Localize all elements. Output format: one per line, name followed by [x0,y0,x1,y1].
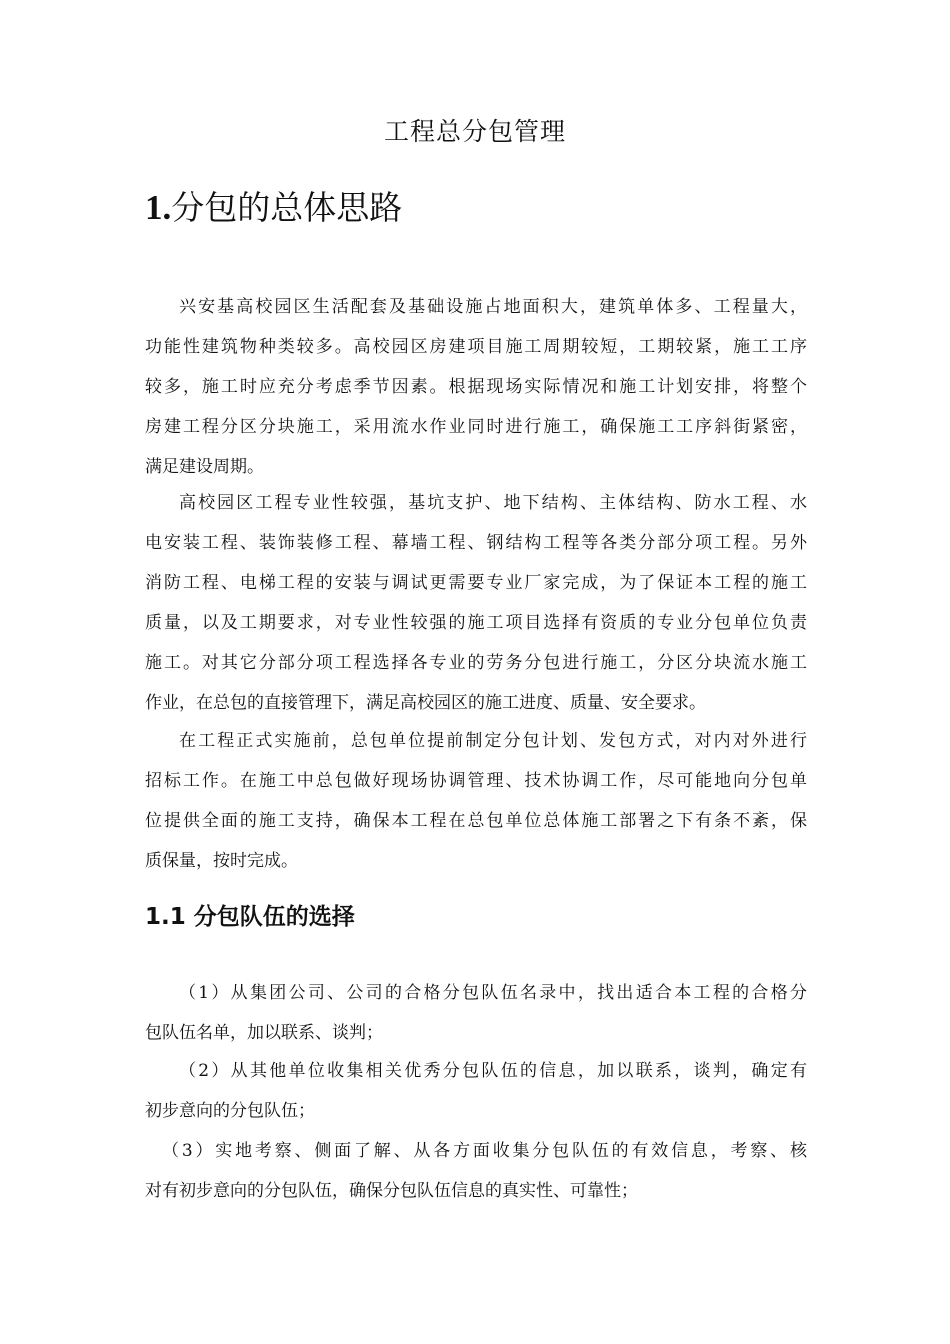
paragraph-line: 兴安基高校园区生活配套及基础设施占地面积大，建筑单体多、工程量大， [179,297,807,317]
list-item-line: 对有初步意向的分包队伍，确保分包队伍信息的真实性、可靠性； [145,1181,638,1201]
paragraph-line: 高校园区工程专业性较强，基坑支护、地下结构、主体结构、防水工程、水 [179,493,807,513]
selection-item-2 [145,1051,807,1131]
paragraph-line: 在工程正式实施前，总包单位提前制定分包计划、发包方式，对内对外进行 [179,731,807,751]
document-title: 工程总分包管理 [383,117,566,146]
selection-item-1 [145,973,807,1053]
paragraph-line: 施工。对其它分部分项工程选择各专业的劳务分包进行施工，分区分块流水施工 [145,653,807,673]
section-1-heading [145,184,402,232]
list-item-line: （1）从集团公司、公司的合格分包队伍名录中，找出适合本工程的合格分 [179,983,807,1003]
paragraph-line: 质量，以及工期要求，对专业性较强的施工项目选择有资质的专业分包单位负责 [145,613,807,633]
list-item-line: （3）实地考察、侧面了解、从各方面收集分包队伍的有效信息，考察、核 [162,1141,807,1161]
paragraph-line: 电安装工程、装饰装修工程、幕墙工程、钢结构工程等各类分部分项工程。另外 [145,533,807,553]
paragraph-line: 招标工作。在施工中总包做好现场协调管理、技术协调工作，尽可能地向分包单 [145,771,807,791]
list-item-line: （2）从其他单位收集相关优秀分包队伍的信息，加以联系，谈判，确定有 [179,1061,807,1081]
section-1-heading-text: 分包的总体思路 [171,188,403,227]
list-item-line: 包队伍名单，加以联系、谈判； [145,1023,383,1043]
section-1-paragraph-3 [145,721,807,881]
selection-item-3 [145,1131,807,1211]
paragraph-line: 作业，在总包的直接管理下，满足高校园区的施工进度、质量、安全要求。 [145,693,706,713]
section-1-number: 1. [145,188,172,227]
list-item-line: 初步意向的分包队伍； [145,1101,315,1121]
paragraph-line: 房建工程分区分块施工，采用流水作业同时进行施工，确保施工工序斜街紧密， [145,417,807,437]
paragraph-line: 功能性建筑物种类较多。高校园区房建项目施工周期较短，工期较紧，施工工序 [145,337,807,357]
paragraph-line: 较多，施工时应充分考虑季节因素。根据现场实际情况和施工计划安排，将整个 [145,377,807,397]
paragraph-line: 满足建设周期。 [145,457,264,477]
paragraph-line: 消防工程、电梯工程的安装与调试更需要专业厂家完成，为了保证本工程的施工 [145,573,807,593]
section-1-1-heading: 1.1 分包队伍的选择 [145,904,355,930]
paragraph-line: 质保量，按时完成。 [145,851,298,871]
paragraph-line: 位提供全面的施工支持，确保本工程在总包单位总体施工部署之下有条不紊，保 [145,811,807,831]
section-1-paragraph-2 [145,483,807,723]
section-1-paragraph-1 [145,287,807,487]
